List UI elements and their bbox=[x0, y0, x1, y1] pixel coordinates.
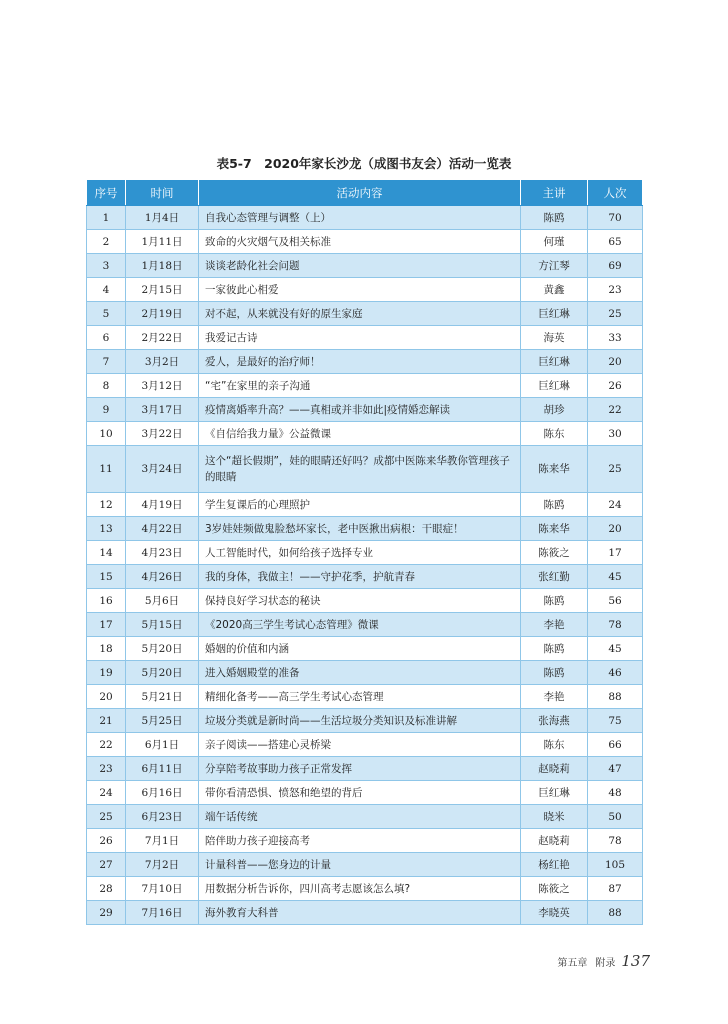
row-topic: 一家彼此心相爱 bbox=[199, 278, 521, 302]
table-row bbox=[87, 206, 643, 230]
row-index: 14 bbox=[87, 541, 126, 565]
row-date: 1月11日 bbox=[126, 230, 199, 254]
row-topic: 海外教育大科普 bbox=[199, 901, 521, 925]
row-index: 11 bbox=[87, 446, 126, 493]
row-attendance: 48 bbox=[588, 781, 643, 805]
row-speaker: 黄鑫 bbox=[521, 278, 588, 302]
row-attendance: 70 bbox=[588, 206, 643, 230]
table-caption: 表5-7 2020年家长沙龙（成图书友会）活动一览表 bbox=[216, 156, 512, 171]
table-row bbox=[87, 637, 643, 661]
row-speaker: 陈筱之 bbox=[521, 877, 588, 901]
row-topic: 3岁娃娃频做鬼脸愁坏家长，老中医揪出病根：干眼症！ bbox=[199, 517, 521, 541]
table-row bbox=[87, 326, 643, 350]
table-row bbox=[87, 398, 643, 422]
table-row bbox=[87, 781, 643, 805]
row-date: 2月15日 bbox=[126, 278, 199, 302]
row-index: 17 bbox=[87, 613, 126, 637]
row-speaker: 李艳 bbox=[521, 613, 588, 637]
table-row bbox=[87, 446, 643, 493]
row-speaker: 赵晓莉 bbox=[521, 829, 588, 853]
row-topic: 对不起，从来就没有好的原生家庭 bbox=[199, 302, 521, 326]
row-date: 4月19日 bbox=[126, 493, 199, 517]
header-index: 序号 bbox=[87, 180, 126, 206]
table-row bbox=[87, 685, 643, 709]
row-topic: 致命的火灾烟气及相关标准 bbox=[199, 230, 521, 254]
table-row bbox=[87, 589, 643, 613]
table-row bbox=[87, 709, 643, 733]
row-attendance: 50 bbox=[588, 805, 643, 829]
row-speaker: 陈来华 bbox=[521, 517, 588, 541]
row-index: 20 bbox=[87, 685, 126, 709]
row-date: 3月22日 bbox=[126, 422, 199, 446]
row-speaker: 陈筱之 bbox=[521, 541, 588, 565]
row-date: 4月22日 bbox=[126, 517, 199, 541]
row-attendance: 88 bbox=[588, 685, 643, 709]
row-date: 6月23日 bbox=[126, 805, 199, 829]
table-row bbox=[87, 422, 643, 446]
row-topic: 亲子阅读——搭建心灵桥梁 bbox=[199, 733, 521, 757]
row-index: 7 bbox=[87, 350, 126, 374]
row-topic: 《2020高三学生考试心态管理》微课 bbox=[199, 613, 521, 637]
row-attendance: 47 bbox=[588, 757, 643, 781]
row-index: 13 bbox=[87, 517, 126, 541]
activity-table bbox=[86, 179, 643, 925]
row-date: 7月16日 bbox=[126, 901, 199, 925]
row-topic: 计量科普——您身边的计量 bbox=[199, 853, 521, 877]
row-speaker: 李晓英 bbox=[521, 901, 588, 925]
page-number: 137 bbox=[621, 952, 650, 970]
row-attendance: 24 bbox=[588, 493, 643, 517]
row-speaker: 海英 bbox=[521, 326, 588, 350]
row-index: 21 bbox=[87, 709, 126, 733]
row-index: 18 bbox=[87, 637, 126, 661]
table-row bbox=[87, 733, 643, 757]
row-attendance: 65 bbox=[588, 230, 643, 254]
table-row bbox=[87, 278, 643, 302]
table-row bbox=[87, 877, 643, 901]
row-date: 7月2日 bbox=[126, 853, 199, 877]
row-topic: 婚姻的价值和内涵 bbox=[199, 637, 521, 661]
table-row bbox=[87, 853, 643, 877]
row-speaker: 巨红琳 bbox=[521, 302, 588, 326]
row-attendance: 17 bbox=[588, 541, 643, 565]
row-topic: 用数据分析告诉你，四川高考志愿该怎么填? bbox=[199, 877, 521, 901]
footer-chapter: 第五章 bbox=[557, 958, 588, 969]
row-index: 22 bbox=[87, 733, 126, 757]
row-speaker: 晓米 bbox=[521, 805, 588, 829]
row-index: 8 bbox=[87, 374, 126, 398]
table-row bbox=[87, 829, 643, 853]
row-attendance: 45 bbox=[588, 565, 643, 589]
row-topic: 进入婚姻殿堂的准备 bbox=[199, 661, 521, 685]
row-speaker: 陈鸥 bbox=[521, 661, 588, 685]
row-speaker: 陈鸥 bbox=[521, 589, 588, 613]
row-topic: 带你看清恐惧、愤怒和绝望的背后 bbox=[199, 781, 521, 805]
row-date: 5月25日 bbox=[126, 709, 199, 733]
table-row bbox=[87, 374, 643, 398]
row-date: 5月21日 bbox=[126, 685, 199, 709]
row-attendance: 78 bbox=[588, 829, 643, 853]
row-speaker: 陈东 bbox=[521, 422, 588, 446]
row-topic: 《自信给我力量》公益微课 bbox=[199, 422, 521, 446]
table-row bbox=[87, 901, 643, 925]
row-index: 28 bbox=[87, 877, 126, 901]
row-index: 10 bbox=[87, 422, 126, 446]
row-speaker: 杨红艳 bbox=[521, 853, 588, 877]
row-attendance: 20 bbox=[588, 517, 643, 541]
row-date: 4月26日 bbox=[126, 565, 199, 589]
row-date: 5月6日 bbox=[126, 589, 199, 613]
row-attendance: 25 bbox=[588, 446, 643, 493]
row-attendance: 69 bbox=[588, 254, 643, 278]
row-attendance: 26 bbox=[588, 374, 643, 398]
row-topic: 我爱记古诗 bbox=[199, 326, 521, 350]
row-attendance: 88 bbox=[588, 901, 643, 925]
table-row bbox=[87, 254, 643, 278]
table-row bbox=[87, 493, 643, 517]
header-topic: 活动内容 bbox=[199, 180, 521, 206]
row-topic: 这个“超长假期”，娃的眼睛还好吗？成都中医陈来华教你管理孩子的眼睛 bbox=[199, 446, 521, 493]
row-speaker: 陈鸥 bbox=[521, 206, 588, 230]
row-date: 7月10日 bbox=[126, 877, 199, 901]
row-date: 5月20日 bbox=[126, 637, 199, 661]
row-attendance: 23 bbox=[588, 278, 643, 302]
row-topic: 精细化备考——高三学生考试心态管理 bbox=[199, 685, 521, 709]
row-speaker: 巨红琳 bbox=[521, 781, 588, 805]
row-topic: 分享陪考故事助力孩子正常发挥 bbox=[199, 757, 521, 781]
row-date: 5月20日 bbox=[126, 661, 199, 685]
row-date: 6月16日 bbox=[126, 781, 199, 805]
table-header-row bbox=[87, 180, 643, 206]
row-topic: 端午话传统 bbox=[199, 805, 521, 829]
table-row bbox=[87, 302, 643, 326]
row-topic: 我的身体，我做主！——守护花季，护航青春 bbox=[199, 565, 521, 589]
row-attendance: 30 bbox=[588, 422, 643, 446]
row-index: 29 bbox=[87, 901, 126, 925]
row-date: 6月1日 bbox=[126, 733, 199, 757]
row-topic: 陪伴助力孩子迎接高考 bbox=[199, 829, 521, 853]
row-attendance: 75 bbox=[588, 709, 643, 733]
row-date: 1月4日 bbox=[126, 206, 199, 230]
table-row bbox=[87, 230, 643, 254]
row-attendance: 87 bbox=[588, 877, 643, 901]
row-index: 5 bbox=[87, 302, 126, 326]
table-row bbox=[87, 350, 643, 374]
row-index: 19 bbox=[87, 661, 126, 685]
row-date: 1月18日 bbox=[126, 254, 199, 278]
row-index: 24 bbox=[87, 781, 126, 805]
table-row bbox=[87, 565, 643, 589]
row-speaker: 张海燕 bbox=[521, 709, 588, 733]
row-date: 2月19日 bbox=[126, 302, 199, 326]
row-date: 3月2日 bbox=[126, 350, 199, 374]
table-row bbox=[87, 613, 643, 637]
row-topic: 疫情离婚率升高？——真相或并非如此|疫情婚恋解读 bbox=[199, 398, 521, 422]
row-date: 6月11日 bbox=[126, 757, 199, 781]
row-speaker: 何瑾 bbox=[521, 230, 588, 254]
header-attendance: 人次 bbox=[588, 180, 643, 206]
row-index: 4 bbox=[87, 278, 126, 302]
row-index: 25 bbox=[87, 805, 126, 829]
row-speaker: 张红勤 bbox=[521, 565, 588, 589]
row-index: 12 bbox=[87, 493, 126, 517]
row-topic: 垃圾分类就是新时尚——生活垃圾分类知识及标准讲解 bbox=[199, 709, 521, 733]
header-date: 时间 bbox=[126, 180, 199, 206]
footer-section: 附录 bbox=[595, 958, 616, 969]
row-index: 1 bbox=[87, 206, 126, 230]
row-attendance: 56 bbox=[588, 589, 643, 613]
row-date: 3月24日 bbox=[126, 446, 199, 493]
row-speaker: 方江琴 bbox=[521, 254, 588, 278]
row-attendance: 46 bbox=[588, 661, 643, 685]
row-speaker: 陈鸥 bbox=[521, 637, 588, 661]
row-date: 5月15日 bbox=[126, 613, 199, 637]
row-attendance: 78 bbox=[588, 613, 643, 637]
row-date: 2月22日 bbox=[126, 326, 199, 350]
table-row bbox=[87, 517, 643, 541]
row-speaker: 巨红琳 bbox=[521, 350, 588, 374]
row-index: 3 bbox=[87, 254, 126, 278]
row-index: 6 bbox=[87, 326, 126, 350]
row-attendance: 25 bbox=[588, 302, 643, 326]
row-topic: “宅”在家里的亲子沟通 bbox=[199, 374, 521, 398]
row-topic: 学生复课后的心理照护 bbox=[199, 493, 521, 517]
table-body bbox=[87, 206, 643, 925]
row-index: 26 bbox=[87, 829, 126, 853]
table-row bbox=[87, 757, 643, 781]
row-speaker: 赵晓莉 bbox=[521, 757, 588, 781]
table-row bbox=[87, 541, 643, 565]
header-speaker: 主讲 bbox=[521, 180, 588, 206]
row-attendance: 33 bbox=[588, 326, 643, 350]
row-topic: 谈谈老龄化社会问题 bbox=[199, 254, 521, 278]
row-date: 3月17日 bbox=[126, 398, 199, 422]
row-date: 7月1日 bbox=[126, 829, 199, 853]
row-topic: 爱人，是最好的治疗师！ bbox=[199, 350, 521, 374]
row-index: 9 bbox=[87, 398, 126, 422]
row-speaker: 陈来华 bbox=[521, 446, 588, 493]
row-topic: 自我心态管理与调整（上） bbox=[199, 206, 521, 230]
row-index: 23 bbox=[87, 757, 126, 781]
row-speaker: 李艳 bbox=[521, 685, 588, 709]
row-speaker: 陈东 bbox=[521, 733, 588, 757]
row-topic: 保持良好学习状态的秘诀 bbox=[199, 589, 521, 613]
table-row bbox=[87, 661, 643, 685]
row-attendance: 105 bbox=[588, 853, 643, 877]
row-index: 16 bbox=[87, 589, 126, 613]
row-speaker: 胡珍 bbox=[521, 398, 588, 422]
row-attendance: 22 bbox=[588, 398, 643, 422]
row-index: 15 bbox=[87, 565, 126, 589]
row-attendance: 66 bbox=[588, 733, 643, 757]
row-speaker: 陈鸥 bbox=[521, 493, 588, 517]
row-topic: 人工智能时代，如何给孩子选择专业 bbox=[199, 541, 521, 565]
row-index: 27 bbox=[87, 853, 126, 877]
row-index: 2 bbox=[87, 230, 126, 254]
row-date: 4月23日 bbox=[126, 541, 199, 565]
row-date: 3月12日 bbox=[126, 374, 199, 398]
row-attendance: 20 bbox=[588, 350, 643, 374]
table-row bbox=[87, 805, 643, 829]
row-speaker: 巨红琳 bbox=[521, 374, 588, 398]
row-attendance: 45 bbox=[588, 637, 643, 661]
page-footer bbox=[557, 952, 650, 970]
